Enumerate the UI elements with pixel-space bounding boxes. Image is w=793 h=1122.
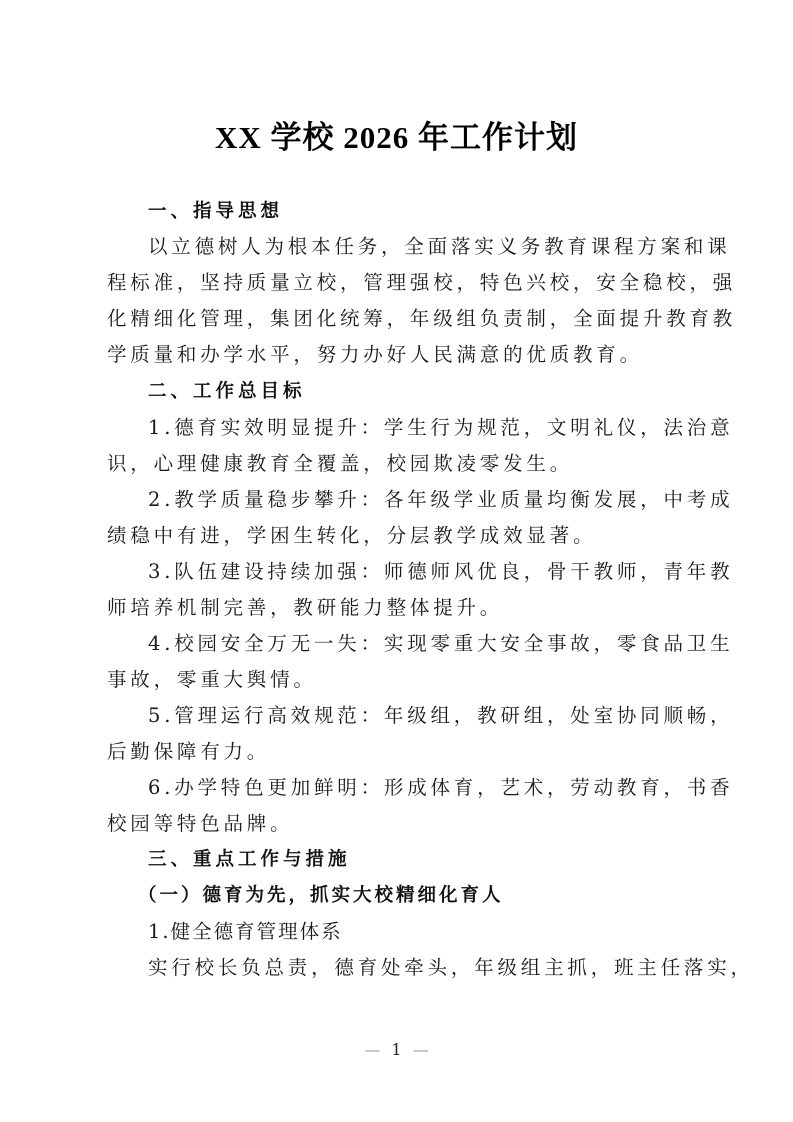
page-number: 1: [391, 1040, 402, 1059]
goal-3-line: 3.队伍建设持续加强：师德师风优良，骨干教师，青年教: [148, 560, 734, 583]
section-heading-key-work: 三、重点工作与措施: [148, 849, 351, 870]
goal-1-line: 识，心理健康教育全覆盖，校园欺凌零发生。: [107, 452, 574, 475]
goal-4-line: 4.校园安全万无一失：实现零重大安全事故，零食品卫生: [148, 632, 734, 655]
goal-5-line: 5.管理运行高效规范：年级组，教研组，处室协同顺畅，: [148, 704, 734, 727]
section-heading-guiding-ideology: 一、指导思想: [148, 201, 284, 222]
goal-2-line: 2.教学质量稳步攀升：各年级学业质量均衡发展，中考成: [148, 488, 734, 511]
page-footer: [0, 1040, 793, 1059]
footer-dash-right: —: [412, 1040, 429, 1059]
goal-5-line: 后勤保障有力。: [107, 740, 271, 763]
goal-6-line: 校园等特色品牌。: [107, 812, 294, 835]
paragraph-line: 以立德树人为根本任务，全面落实义务教育课程方案和课: [148, 235, 731, 258]
goal-3-line: 师培养机制完善，教研能力整体提升。: [107, 596, 504, 619]
goal-1-line: 1.德育实效明显提升：学生行为规范，文明礼仪，法治意: [148, 416, 734, 439]
paragraph-line: 实行校长负总责，德育处牵头，年级组主抓，班主任落实，: [148, 956, 754, 979]
goal-2-line: 绩稳中有进，学困生转化，分层教学成效显著。: [107, 524, 597, 547]
subsection-heading-moral-education: （一）德育为先，抓实大校精细化育人: [138, 885, 504, 906]
paragraph-line: 化精细化管理，集团化统筹，年级组负责制，全面提升教育教: [107, 307, 737, 330]
section-heading-overall-goals: 二、工作总目标: [148, 381, 306, 402]
paragraph-line: 程标准，坚持质量立校，管理强校，特色兴校，安全稳校，强: [107, 271, 737, 294]
document-title: XX 学校 2026 年工作计划: [214, 120, 579, 155]
goal-6-line: 6.办学特色更加鲜明：形成体育，艺术，劳动教育，书香: [148, 776, 734, 799]
item-heading: 1.健全德育管理体系: [148, 920, 343, 943]
paragraph-line: 学质量和办学水平，努力办好人民满意的优质教育。: [107, 343, 643, 366]
goal-4-line: 事故，零重大舆情。: [107, 668, 317, 691]
footer-dash-left: —: [364, 1040, 381, 1059]
